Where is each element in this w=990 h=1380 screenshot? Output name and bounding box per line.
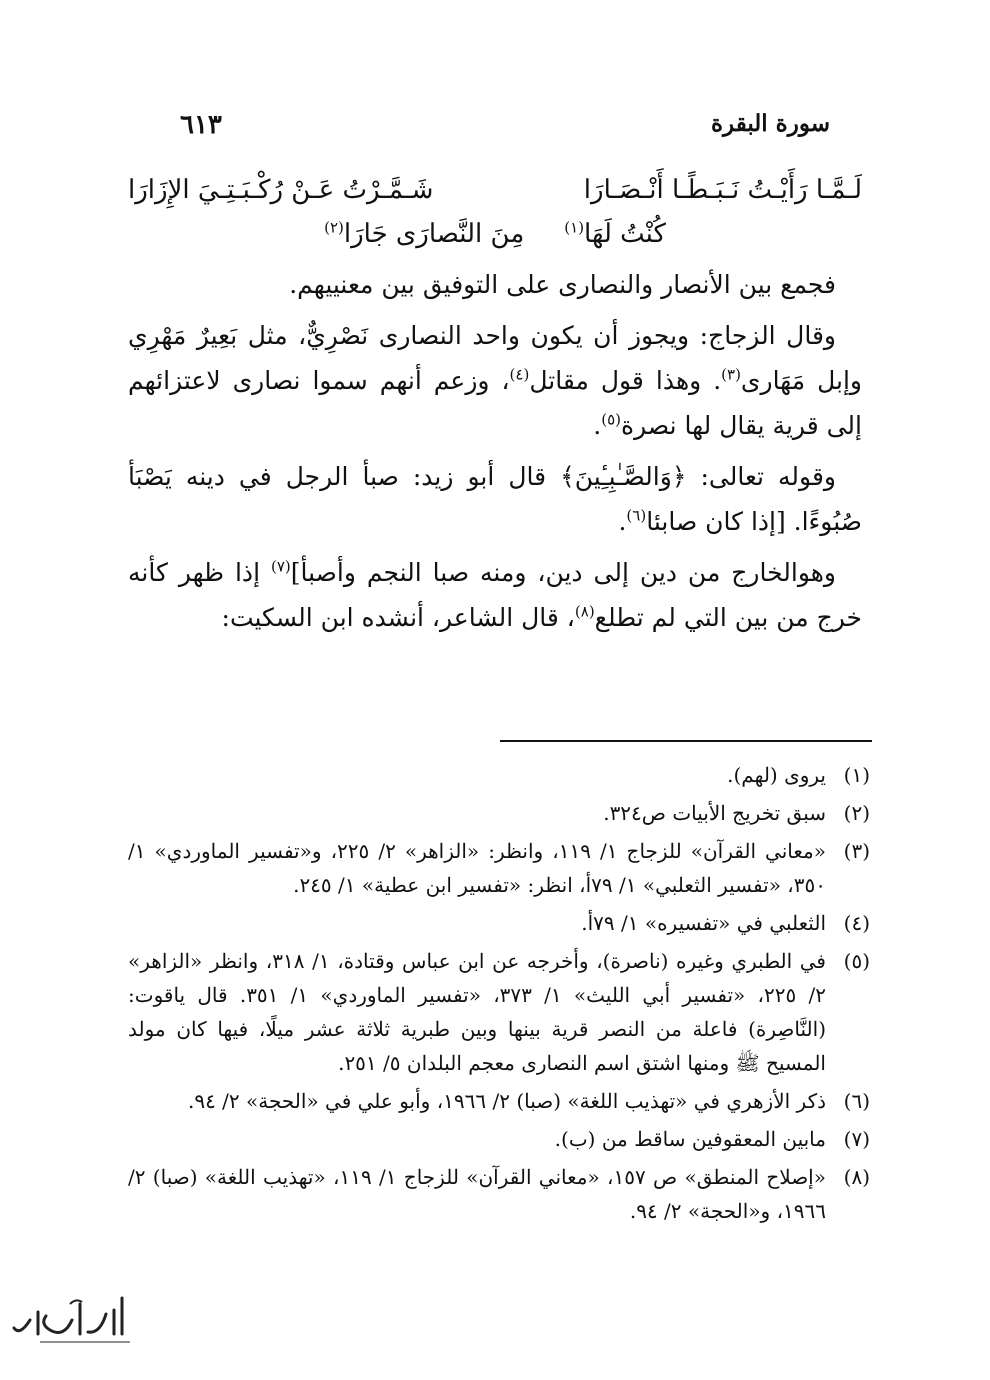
verse-2-second-hemistich xyxy=(324,212,524,256)
footnote-marker: (٢) xyxy=(324,218,344,237)
footnote-number: (٥) xyxy=(843,949,870,973)
footnote-text: في الطبري وغيره (ناصرة)، وأخرجه عن ابن عباس وقتادة، ١/ ٣١٨، وانظر «الزاهر» ٢/ ٢٢٥، «تفسير أبي الليث» ١/ ٣٧٣، «تفسير الماوردي» ١/ ٣٥١. قال ياقوت: (النَّاصِرة) فاعلة من النصر قرية بينها وبين طبرية ثلاثة عشر ميلًا، فيها كان مولد المسيح ﷺ ومنها اشتق اسم النصارى معجم البلدان ٥/ ٢٥١. xyxy=(128,949,826,1075)
footnote-item xyxy=(128,944,870,1080)
footnote-item xyxy=(128,1084,870,1118)
footnote-number: (٧) xyxy=(843,1127,870,1151)
footnote-number: (٦) xyxy=(843,1089,870,1113)
footnote-number: (٤) xyxy=(843,911,870,935)
verse-1-second-hemistich: شَـمَّـرْتُ عَـنْ رُكْـبَـتِـيَ الإِزَارَا xyxy=(128,175,434,205)
p3-text-a: وقوله تعالى: ﴿وَالصَّـٰبِـِٔينَ﴾ قال أبو زيد: صبأ الرجل في دينه يَصْبَأ صُبُوءًا. [إذا كان صابئا xyxy=(128,462,862,536)
footnote-number: (٣) xyxy=(843,839,870,863)
paragraph-1: فجمع بين الأنصار والنصارى على التوفيق بين معنييهم. xyxy=(289,270,836,299)
paragraph-4 xyxy=(128,550,862,640)
footnote-marker: (٣) xyxy=(721,365,741,384)
footnote-text: الثعلبي في «تفسيره» ١/ ٧٩أ. xyxy=(581,911,826,935)
p2-text-b: . وهذا قول مقاتل xyxy=(529,366,722,395)
p4-text-c: ، قال الشاعر، أنشده ابن السكيت: xyxy=(221,603,575,632)
footnote-item xyxy=(128,758,870,792)
footnote-text: سبق تخريج الأبيات ص٣٢٤. xyxy=(603,801,826,825)
verse-2-second-text: مِنَ النَّصارَى جَارَا xyxy=(343,219,525,249)
footnote-item xyxy=(128,834,870,902)
footnote-marker: (٨) xyxy=(574,602,595,621)
p2-text-c: ، وزعم أنهم سموا نصارى لاعتزائهم إلى قرية يقال لها نصرة xyxy=(128,366,862,440)
footnote-marker: (١) xyxy=(564,218,585,237)
footnote-number: (٨) xyxy=(843,1165,870,1189)
publisher-logo xyxy=(10,1290,140,1350)
page-header xyxy=(160,110,830,150)
p2-text-a: وقال الزجاج: ويجوز أن يكون واحد النصارى نَصْرِيٌّ، مثل بَعِيرٌ مَهْرِي وإبل مَهَارى xyxy=(128,321,862,395)
footnote-text: «معاني القرآن» للزجاج ١/ ١١٩، وانظر: «الزاهر» ٢/ ٢٢٥، و«تفسير الماوردي» ١/ ٣٥٠، «تفسير الثعلبي» ١/ ٧٩أ، انظر: «تفسير ابن عطية» ١/ ٢٤٥. xyxy=(128,839,826,897)
surah-name: سورة البقرة xyxy=(710,110,830,137)
poetry-verse-1 xyxy=(128,168,862,212)
footnote-item xyxy=(128,796,870,830)
footnote-marker: (٦) xyxy=(626,506,647,525)
p2-text-d: . xyxy=(593,411,602,440)
footnote-text: مابين المعقوفين ساقط من (ب). xyxy=(554,1127,826,1151)
verse-2-first-text: كُنْتُ لَهَا xyxy=(584,219,666,249)
footnote-marker: (٥) xyxy=(601,410,622,429)
p3-text-b: . xyxy=(618,507,627,536)
footnote-item xyxy=(128,906,870,940)
p4-text-a: وهوالخارج من دين إلى دين، ومنه صبا النجم وأصبأ] xyxy=(290,558,836,587)
verse-2-first-hemistich xyxy=(564,212,666,256)
main-text xyxy=(128,168,862,640)
footnote-marker: (٧) xyxy=(270,557,291,576)
footnote-item xyxy=(128,1160,870,1228)
verse-1-first-hemistich: لَـمَّـا رَأَيْـتُ نَـبَـطًـا أَنْـصَـارَا xyxy=(583,175,862,205)
footnote-text: «إصلاح المنطق» ص ١٥٧، «معاني القرآن» للزجاج ١/ ١١٩، «تهذيب اللغة» (صبا) ٢/ ١٩٦٦، و«الحجة» ٢/ ٩٤. xyxy=(128,1165,826,1223)
footnote-number: (٢) xyxy=(843,801,870,825)
paragraph-2 xyxy=(128,313,862,448)
footnote-number: (١) xyxy=(843,763,870,787)
page-number: ٦١٣ xyxy=(180,110,222,140)
footnote-divider xyxy=(500,740,872,742)
footnote-text: ذكر الأزهري في «تهذيب اللغة» (صبا) ٢/ ١٩٦٦، وأبو علي في «الحجة» ٢/ ٩٤. xyxy=(187,1089,826,1113)
poetry-verse-2 xyxy=(128,212,862,256)
p4-text-b: إذا ظهر كأنه خرج من بين التي لم تطلع xyxy=(128,558,862,632)
footnotes-section xyxy=(128,758,870,1232)
paragraph-3 xyxy=(128,454,862,544)
footnote-marker: (٤) xyxy=(509,365,530,384)
footnote-item xyxy=(128,1122,870,1156)
footnote-text: يروى (لهم). xyxy=(727,763,826,787)
